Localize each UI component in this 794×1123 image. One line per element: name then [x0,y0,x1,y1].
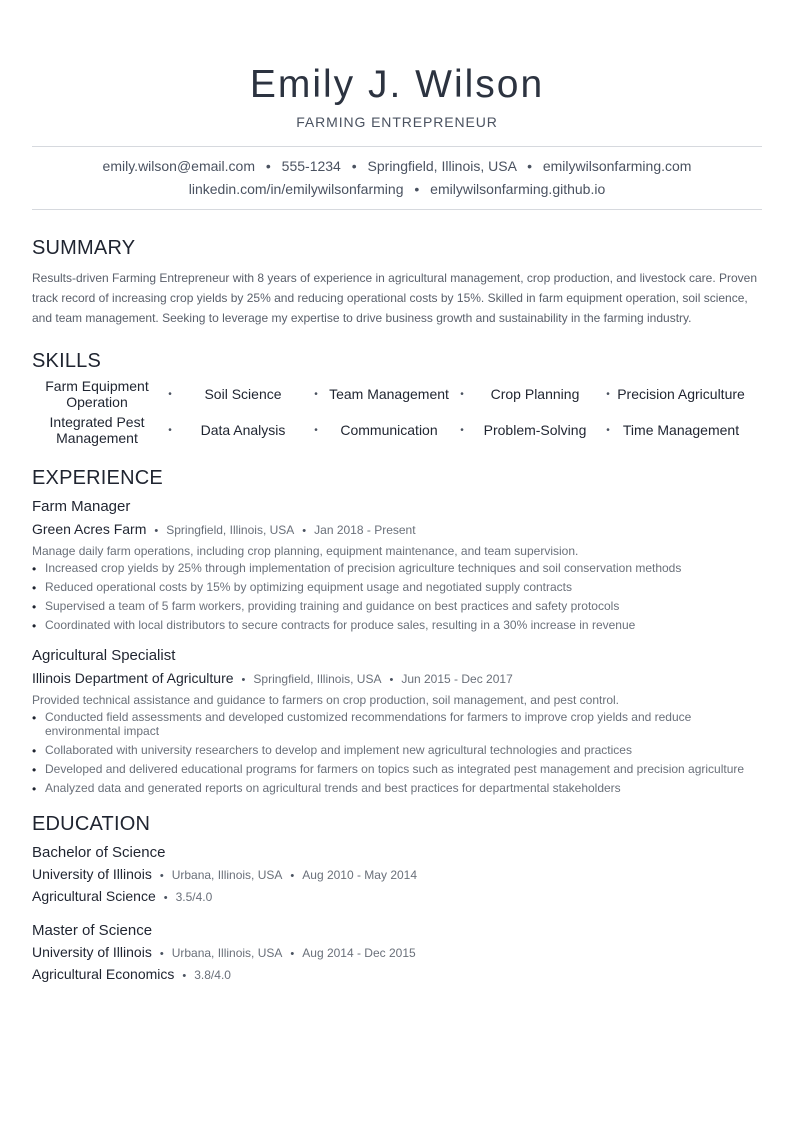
education-entry [32,922,762,985]
meta-separator: • [163,892,168,904]
skill-item: Data Analysis [200,422,286,438]
education-gpa: 3.5/4.0 [175,890,213,904]
meta-separator: • [159,870,164,882]
skill-separator: • [606,424,610,436]
job-dates: Jan 2018 - Present [314,523,416,537]
skill-separator: • [314,388,318,400]
job-bullet: • Developed and delivered educational programs for farmers on topics such as integrated pest management and precision agriculture [32,762,762,776]
education-field: Agricultural Science [32,888,156,904]
job-bullet: • Coordinated with local distributors to secure contracts for produce sales, resulting in a 30% increase in revenue [32,618,762,632]
skill-separator: • [606,388,610,400]
skill-separator: • [168,388,172,400]
contact-website[interactable]: emilywilsonfarming.com [542,158,692,174]
job-bullets [32,561,762,632]
resume-page [32,0,762,985]
meta-separator: • [159,948,164,960]
education-location: Urbana, Illinois, USA [171,868,283,882]
education-school: University of Illinois [32,944,152,960]
contact-info [32,146,762,210]
education-dates: Aug 2014 - Dec 2015 [302,946,416,960]
contact-separator: • [351,158,357,174]
contact-line-2 [32,178,762,201]
job-dates: Jun 2015 - Dec 2017 [401,672,513,686]
job-bullets [32,710,762,795]
education-entry [32,844,762,907]
skill-separator: • [460,424,464,436]
candidate-title: FARMING ENTREPRENEUR [296,114,498,130]
skill-separator: • [314,424,318,436]
skill-item: Precision Agriculture [617,386,745,402]
meta-separator: • [182,970,187,982]
education-gpa: 3.8/4.0 [194,968,231,982]
skill-item: Soil Science [204,386,282,402]
contact-location: Springfield, Illinois, USA [367,158,517,174]
skill-separator: • [168,424,172,436]
education-field-line [32,965,762,985]
meta-separator: • [241,674,246,686]
experience-section [32,466,762,795]
job-bullet: • Increased crop yields by 25% through implementation of precision agriculture techniques and soil conservation methods [32,561,762,575]
skills-grid [32,378,762,446]
education-heading: EDUCATION [32,813,151,835]
job-description: Manage daily farm operations, including crop planning, equipment maintenance, and team supervision. [32,544,579,558]
education-meta [32,865,762,885]
meta-separator: • [302,525,307,537]
education-location: Urbana, Illinois, USA [171,946,283,960]
candidate-name: Emily J. Wilson [249,63,545,106]
experience-heading: EXPERIENCE [32,467,163,489]
education-degree: Master of Science [32,922,153,939]
job-company: Illinois Department of Agriculture [32,670,234,686]
meta-separator: • [389,674,394,686]
summary-section [32,236,762,328]
education-field-line [32,887,762,907]
job-bullet: • Analyzed data and generated reports on agricultural trends and best practices for departmental stakeholders [32,781,762,795]
education-degree: Bachelor of Science [32,844,166,861]
job-entry [32,647,762,795]
meta-separator: • [290,870,295,882]
job-bullet: • Supervised a team of 5 farm workers, providing training and guidance on best practices and safety protocols [32,599,762,613]
education-dates: Aug 2010 - May 2014 [302,868,418,882]
skill-item: Farm Equipment Operation [45,378,149,410]
contact-line-1 [32,155,762,178]
resume-header [32,0,762,131]
job-bullet: • Conducted field assessments and developed customized recommendations for farmers to improve crop yields and reduce environmental impact [32,710,762,738]
contact-separator: • [527,158,532,174]
job-company: Green Acres Farm [32,521,147,537]
summary-heading: SUMMARY [32,237,136,259]
skill-item: Integrated Pest Management [49,414,145,446]
job-description: Provided technical assistance and guidance to farmers on crop production, soil management, and pest control. [32,693,620,707]
skill-item: Crop Planning [490,386,580,402]
meta-separator: • [154,525,159,537]
skill-item: Time Management [622,422,740,438]
job-bullet: • Reduced operational costs by 15% by optimizing equipment usage and negotiated supply contracts [32,580,762,594]
job-entry [32,498,762,632]
skills-heading: SKILLS [32,350,102,372]
meta-separator: • [290,948,295,960]
education-section [32,812,762,985]
job-location: Springfield, Illinois, USA [166,523,295,537]
contact-linkedin[interactable]: linkedin.com/in/emilywilsonfarming [188,181,404,197]
skill-separator: • [460,388,464,400]
job-meta [32,520,762,540]
contact-email[interactable]: emily.wilson@email.com [102,158,255,174]
education-school: University of Illinois [32,866,152,882]
skills-section [32,349,762,446]
job-location: Springfield, Illinois, USA [253,672,382,686]
job-bullet: • Collaborated with university researchers to develop and implement new agricultural technologies and practices [32,743,762,757]
skill-item: Problem-Solving [483,422,587,438]
job-role: Farm Manager [32,498,131,515]
skill-item: Team Management [329,386,449,402]
contact-separator: • [414,181,420,197]
education-field: Agricultural Economics [32,966,175,982]
summary-text: Results-driven Farming Entrepreneur with 8 years of experience in agricultural management, crop production, and livestock care. Proven track record of increasing crop yields by 25% and reducing operational costs by 15%. Skilled in farm equipment operation, soil science, and team management. Seeking to leverage my expertise to drive business growth and sustainability in the farming industry. [32,271,758,325]
contact-github[interactable]: emilywilsonfarming.github.io [430,181,606,197]
education-meta [32,943,762,963]
job-role: Agricultural Specialist [32,647,176,664]
contact-phone: 555-1234 [281,158,341,174]
skill-item: Communication [340,422,438,438]
job-meta [32,669,762,689]
contact-separator: • [265,158,271,174]
